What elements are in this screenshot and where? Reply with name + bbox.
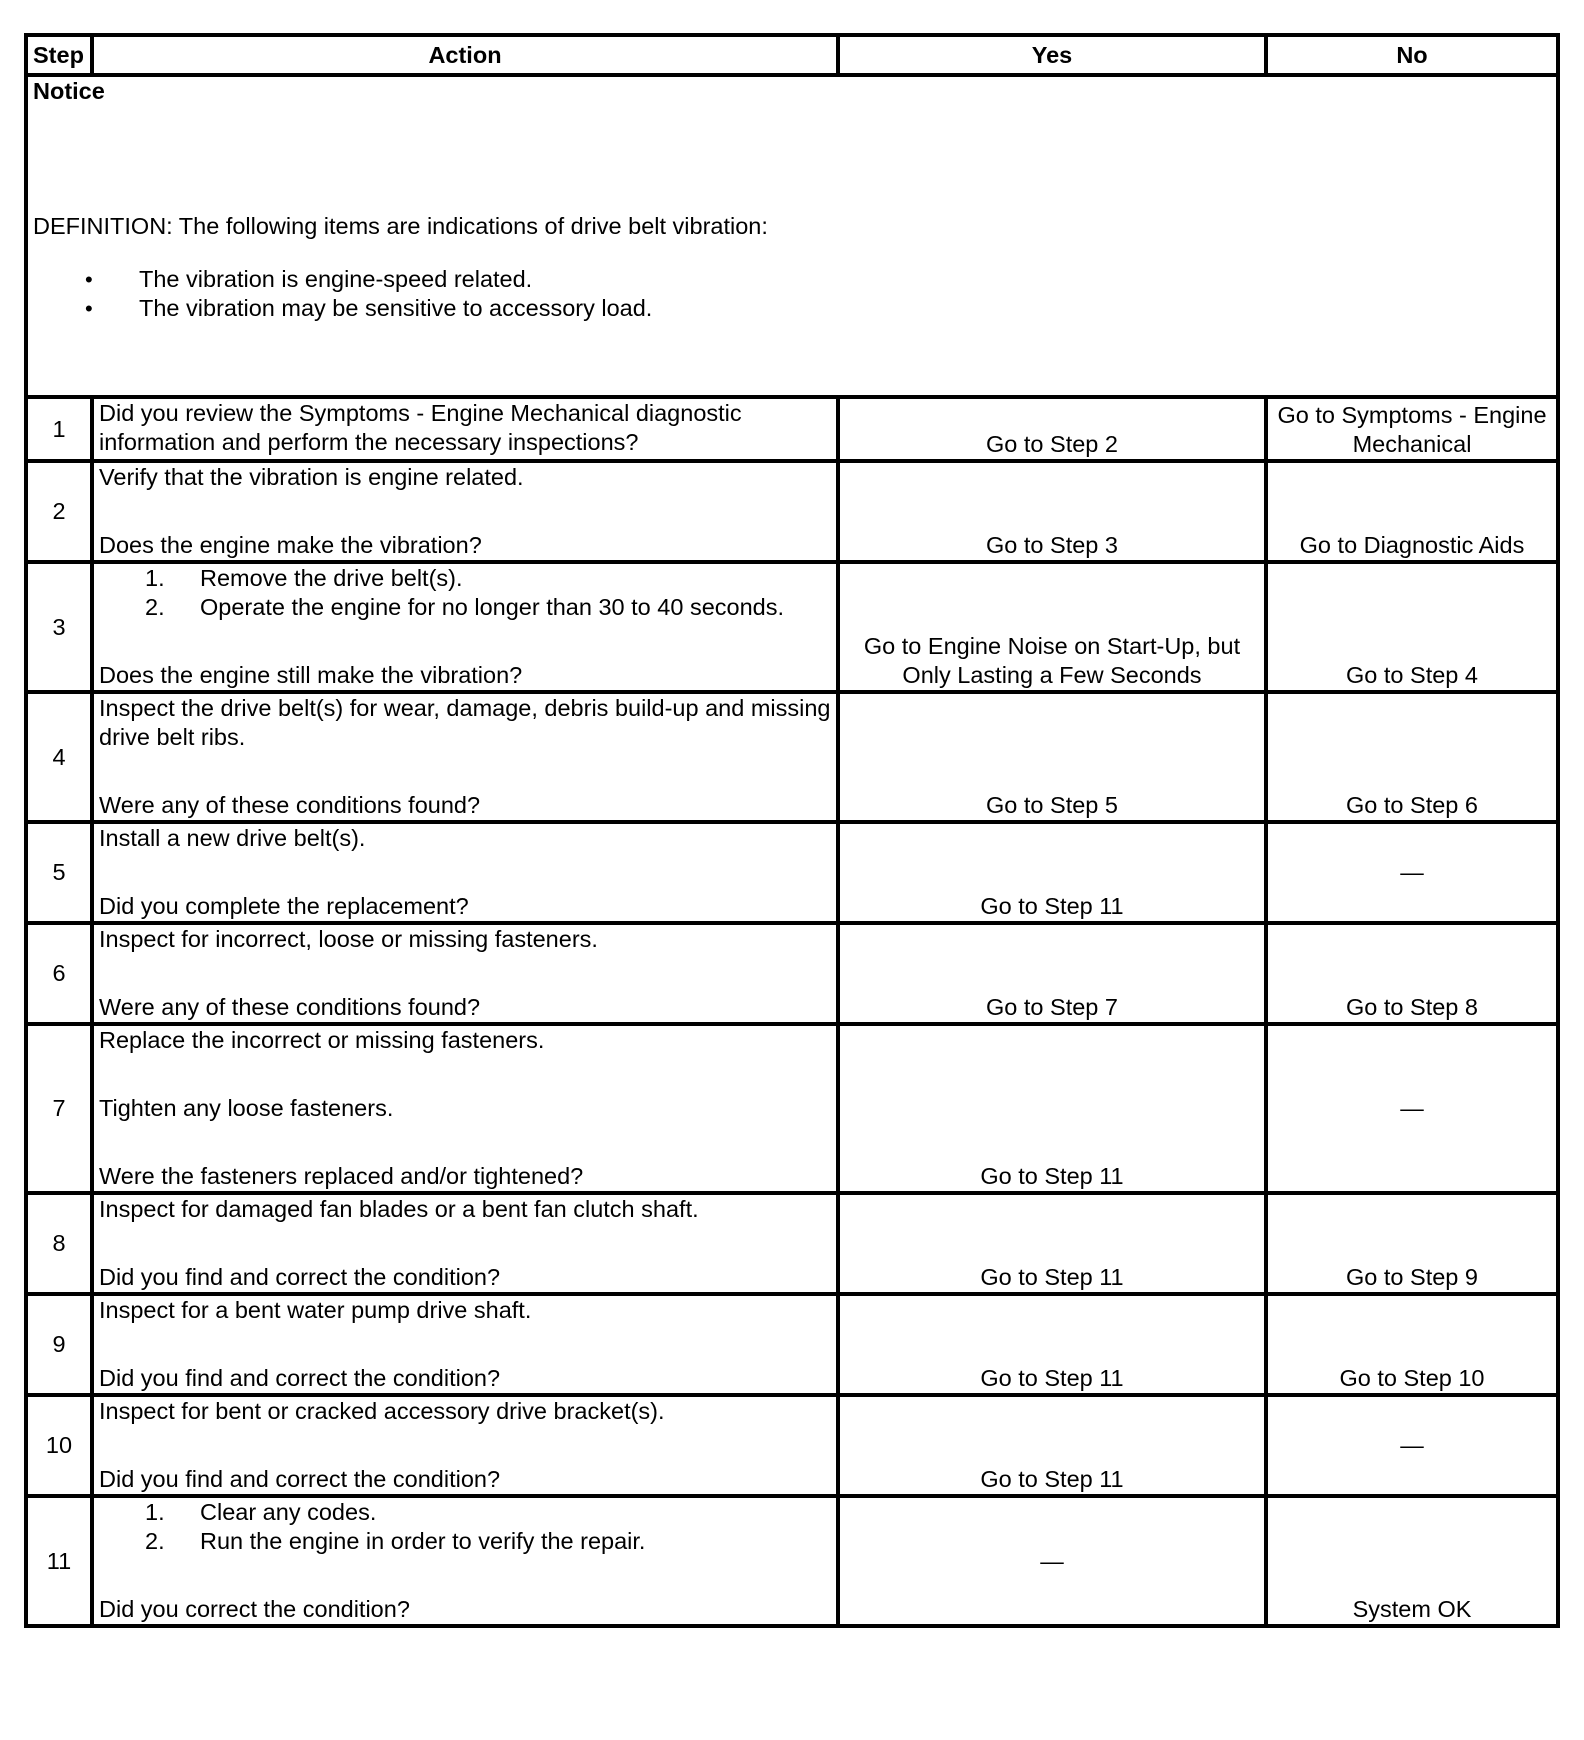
action-question: Were the fasteners replaced and/or tightened? (99, 1163, 584, 1189)
step-number: 8 (26, 1193, 92, 1294)
action-question: Did you find and correct the condition? (99, 1365, 501, 1391)
no-link[interactable]: Go to Step 10 (1266, 1294, 1558, 1395)
action-question: Did you find and correct the condition? (99, 1466, 501, 1492)
no-link[interactable]: Go to Step 6 (1266, 692, 1558, 822)
header-step: Step (26, 35, 92, 75)
header-action: Action (92, 35, 838, 75)
step-action (92, 461, 838, 562)
step-number: 5 (26, 822, 92, 923)
action-text: Tighten any loose fasteners. (99, 1095, 394, 1121)
no-link[interactable]: Go to Symptoms - Engine Mechanical (1266, 397, 1558, 461)
no-link[interactable]: System OK (1266, 1496, 1558, 1626)
step-row (26, 1024, 1558, 1193)
action-list-item: 2. Run the engine in order to verify the repair. (145, 1528, 646, 1554)
no-dash: — (1266, 1395, 1558, 1496)
action-question: Were any of these conditions found? (99, 994, 481, 1020)
action-text: Inspect for bent or cracked accessory drive bracket(s). (99, 1398, 665, 1424)
header-row (26, 35, 1558, 75)
action-list-item: 1. Remove the drive belt(s). (145, 565, 463, 591)
action-question: Does the engine still make the vibration? (99, 662, 523, 688)
step-number: 1 (26, 397, 92, 461)
step-number: 11 (26, 1496, 92, 1626)
step-row (26, 923, 1558, 1024)
action-question: Did you find and correct the condition? (99, 1264, 501, 1290)
yes-link[interactable]: Go to Step 5 (838, 692, 1266, 822)
action-question: Does the engine make the vibration? (99, 532, 482, 558)
step-row (26, 1193, 1558, 1294)
yes-dash: — (838, 1496, 1266, 1626)
step-number: 2 (26, 461, 92, 562)
notice-bullet-list (33, 265, 1551, 323)
action-text: Replace the incorrect or missing fasteners. (99, 1027, 545, 1053)
notice-cell (26, 75, 1558, 397)
action-question: Did you correct the condition? (99, 1596, 410, 1622)
yes-link[interactable]: Go to Step 11 (838, 1193, 1266, 1294)
action-list-item: 2. Operate the engine for no longer than 30 to 40 seconds. (145, 594, 785, 620)
step-action (92, 1395, 838, 1496)
yes-link[interactable]: Go to Step 3 (838, 461, 1266, 562)
notice-title: Notice (33, 78, 105, 104)
notice-row (26, 75, 1558, 397)
step-action (92, 1193, 838, 1294)
step-number: 6 (26, 923, 92, 1024)
no-dash: — (1266, 822, 1558, 923)
notice-bullet: • The vibration may be sensitive to accessory load. (33, 294, 1551, 323)
action-text: Inspect for incorrect, loose or missing fasteners. (99, 926, 598, 952)
step-action (92, 397, 838, 461)
action-text: Inspect the drive belt(s) for wear, damage, debris build-up and missing drive belt ribs. (99, 695, 831, 750)
yes-link[interactable]: Go to Step 11 (838, 1294, 1266, 1395)
action-list-item: 1. Clear any codes. (145, 1499, 377, 1525)
yes-link[interactable]: Go to Step 11 (838, 1395, 1266, 1496)
notice-bullet: • The vibration is engine-speed related. (33, 265, 1551, 294)
yes-link[interactable]: Go to Step 11 (838, 822, 1266, 923)
step-number: 3 (26, 562, 92, 692)
step-number: 7 (26, 1024, 92, 1193)
yes-link[interactable]: Go to Step 7 (838, 923, 1266, 1024)
step-row (26, 1395, 1558, 1496)
action-text: Inspect for damaged fan blades or a bent fan clutch shaft. (99, 1196, 699, 1222)
no-link[interactable]: Go to Step 9 (1266, 1193, 1558, 1294)
yes-link[interactable]: Go to Step 2 (838, 397, 1266, 461)
step-row (26, 397, 1558, 461)
step-action (92, 923, 838, 1024)
header-yes: Yes (838, 35, 1266, 75)
action-text: Install a new drive belt(s). (99, 825, 366, 851)
action-question: Were any of these conditions found? (99, 792, 481, 818)
step-action (92, 1024, 838, 1193)
header-no: No (1266, 35, 1558, 75)
step-row (26, 1294, 1558, 1395)
step-number: 9 (26, 1294, 92, 1395)
action-numbered-list (99, 564, 831, 622)
step-number: 10 (26, 1395, 92, 1496)
yes-link[interactable]: Go to Engine Noise on Start-Up, but Only Lasting a Few Seconds (838, 562, 1266, 692)
no-link[interactable]: Go to Step 8 (1266, 923, 1558, 1024)
diagnostic-table (24, 33, 1560, 1628)
no-link[interactable]: Go to Diagnostic Aids (1266, 461, 1558, 562)
no-dash: — (1266, 1024, 1558, 1193)
step-row (26, 1496, 1558, 1626)
step-number: 4 (26, 692, 92, 822)
action-numbered-list (99, 1498, 831, 1556)
step-row (26, 692, 1558, 822)
step-action (92, 822, 838, 923)
step-row (26, 822, 1558, 923)
action-text: Inspect for a bent water pump drive shaft. (99, 1297, 532, 1323)
action-question: Did you complete the replacement? (99, 893, 469, 919)
step-action (92, 1294, 838, 1395)
step-row (26, 562, 1558, 692)
action-text: Did you review the Symptoms - Engine Mechanical diagnostic information and perform the necessary inspections? (99, 400, 742, 455)
step-action (92, 1496, 838, 1626)
no-link[interactable]: Go to Step 4 (1266, 562, 1558, 692)
notice-definition: DEFINITION: The following items are indications of drive belt vibration: (33, 213, 768, 239)
step-row (26, 461, 1558, 562)
action-text: Verify that the vibration is engine related. (99, 464, 524, 490)
yes-link[interactable]: Go to Step 11 (838, 1024, 1266, 1193)
step-action (92, 562, 838, 692)
step-action (92, 692, 838, 822)
